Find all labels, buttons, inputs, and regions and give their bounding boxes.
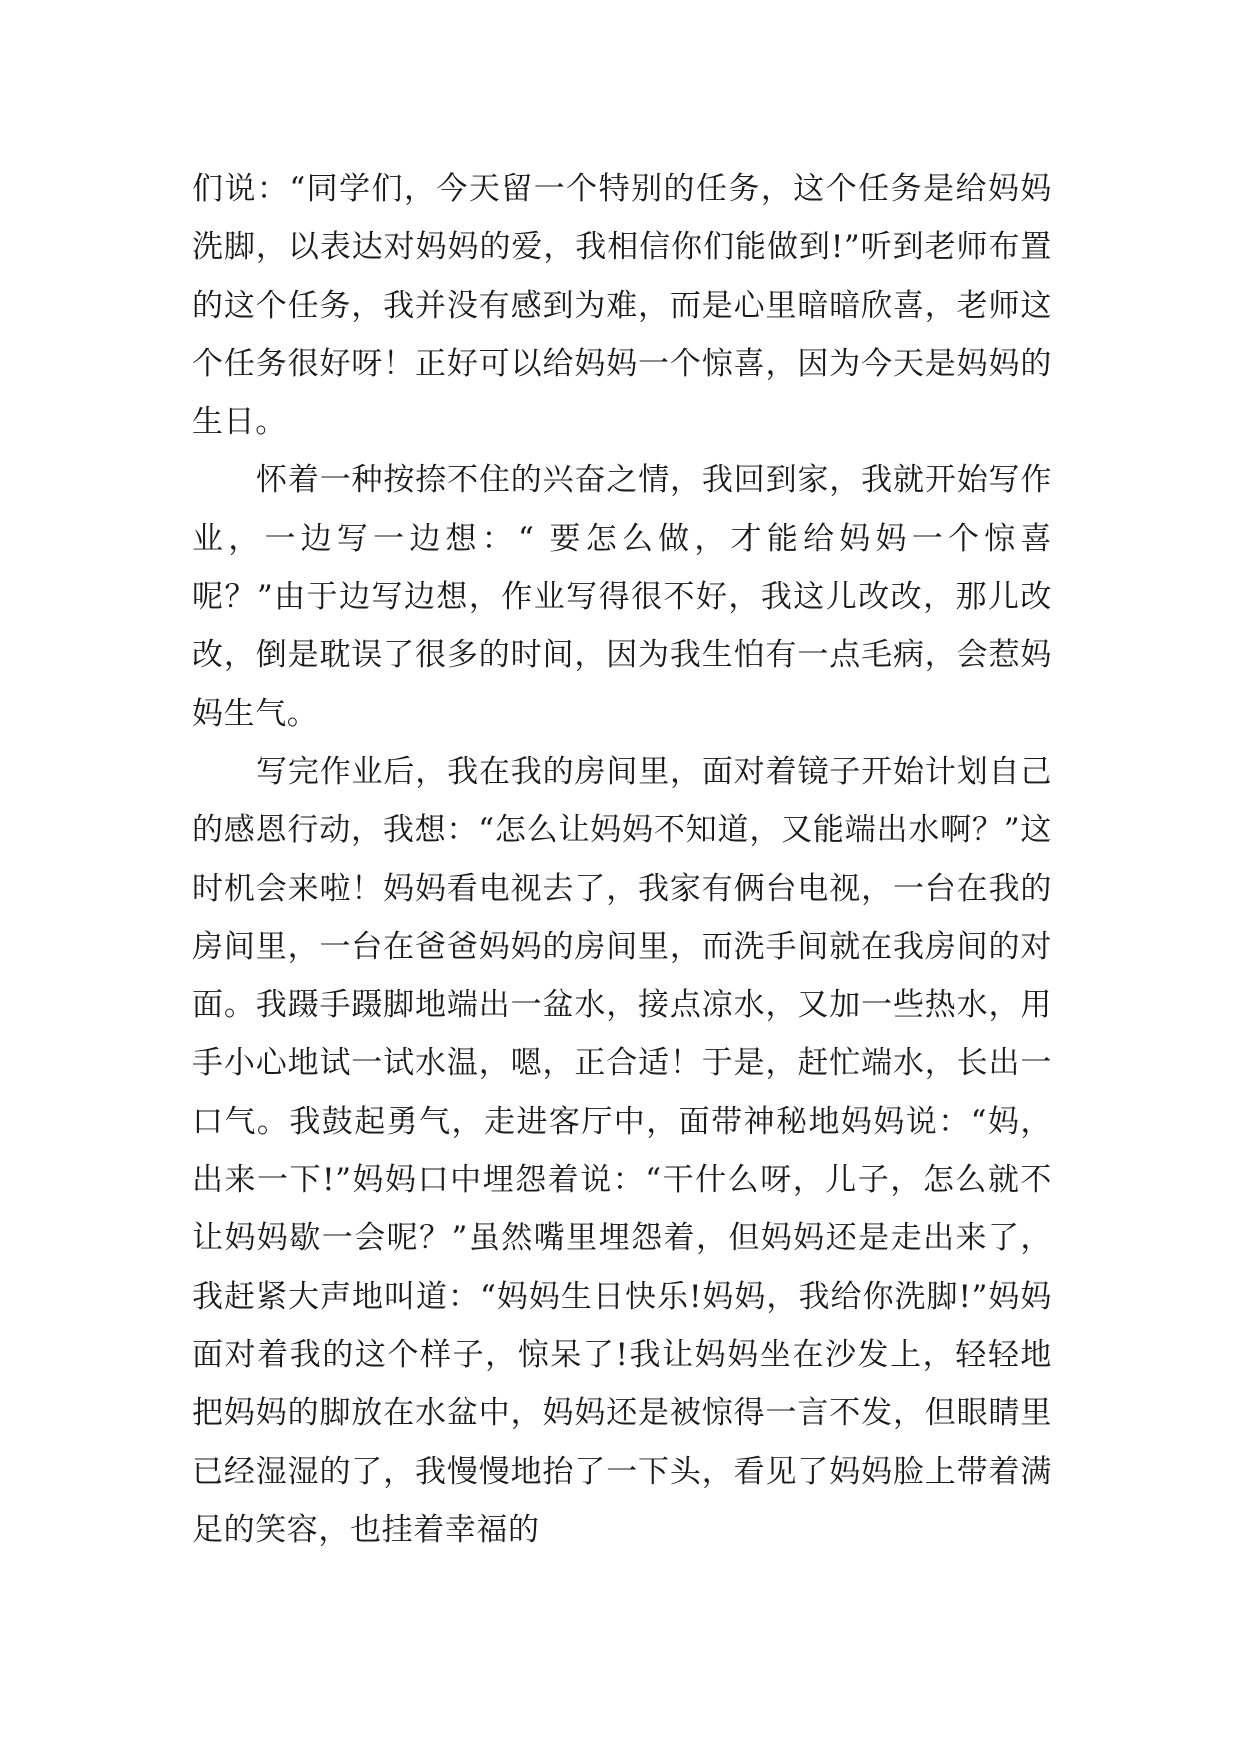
essay-body: [192, 160, 1052, 1559]
paragraph-3: 写完作业后，我在我的房间里，面对着镜子开始计划自己的感恩行动，我想：“怎么让妈妈不知道，又能端出水啊？”这时机会来啦！妈妈看电视去了，我家有俩台电视，一台在我的房间里，一台在爸爸妈妈的房间里，而洗手间就在我房间的对面。我蹑手蹑脚地端出一盆水，接点凉水，又加一些热水，用手小心地试一试水温，嗯，正合适！于是，赶忙端水，长出一口气。我鼓起勇气，走进客厅中，面带神秘地妈妈说：“妈，出来一下!”妈妈口中埋怨着说：“干什么呀，儿子，怎么就不让妈妈歇一会呢？”虽然嘴里埋怨着，但妈妈还是走出来了，我赶紧大声地叫道：“妈妈生日快乐!妈妈，我给你洗脚!”妈妈面对着我的这个样子，惊呆了!我让妈妈坐在沙发上，轻轻地把妈妈的脚放在水盆中，妈妈还是被惊得一言不发，但眼睛里已经湿湿的了，我慢慢地抬了一下头，看见了妈妈脸上带着满足的笑容，也挂着幸福的: [192, 753, 1052, 1548]
paragraph-2: 怀着一种按捺不住的兴奋之情，我回到家，我就开始写作业，一边写一边想：“ 要怎么做，才能给妈妈一个惊喜呢？”由于边写边想，作业写得很不好，我这儿改改，那儿改改，倒是耽误了很多的时间，因为我生怕有一点毛病，会惹妈妈生气。: [192, 462, 1052, 732]
paragraph-1: 们说：“同学们，今天留一个特别的任务，这个任务是给妈妈洗脚，以表达对妈妈的爱，我相信你们能做到!”听到老师布置的这个任务，我并没有感到为难，而是心里暗暗欣喜，老师这个任务很好呀！正好可以给妈妈一个惊喜，因为今天是妈妈的生日。: [192, 171, 1052, 441]
